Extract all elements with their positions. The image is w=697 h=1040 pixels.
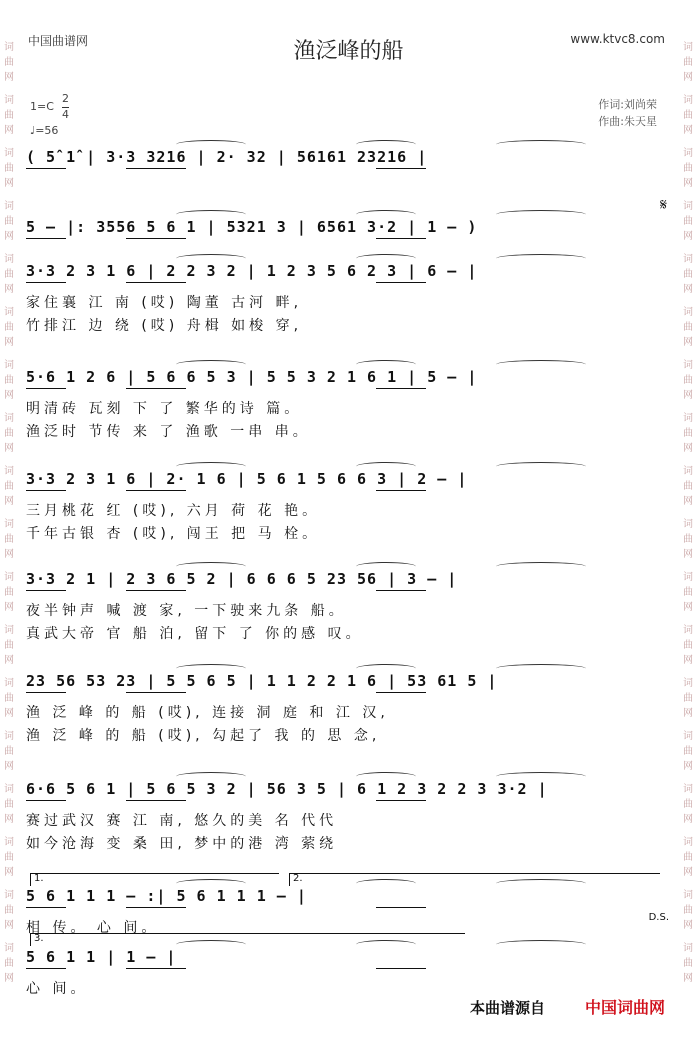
time-signature-top: 2 bbox=[62, 92, 69, 105]
slur bbox=[176, 254, 246, 263]
notation-line: 3·3 2 3 1 6 | 2· 1 6 | 5 6 1 5 6 6 3 | 2 – | bbox=[26, 470, 468, 488]
watermark-text: 词 曲 网 bbox=[683, 784, 693, 825]
beam-underline bbox=[376, 692, 426, 693]
slur bbox=[176, 462, 246, 471]
watermark-text: 词 曲 网 bbox=[4, 307, 14, 348]
watermark-text: 词 曲 网 bbox=[4, 572, 14, 613]
watermark-text: 词 曲 网 bbox=[4, 519, 14, 560]
beam-underline bbox=[376, 800, 426, 801]
dal-segno-marking: D.S. bbox=[648, 912, 669, 923]
beam-underline bbox=[26, 168, 66, 169]
song-title: 渔泛峰的船 bbox=[293, 39, 404, 64]
slur bbox=[176, 360, 246, 369]
watermark-text: 词 曲 网 bbox=[683, 360, 693, 401]
beam-underline bbox=[126, 490, 186, 491]
beam-underline bbox=[126, 692, 186, 693]
volta-first bbox=[30, 873, 279, 886]
slur bbox=[356, 210, 416, 219]
watermark-text: 词 曲 网 bbox=[4, 890, 14, 931]
lyrics-verse-2: 渔 泛 峰 的 船 (哎), 勾起了 我 的 思 念, bbox=[26, 728, 381, 744]
lyrics-verse-1: 夜半钟声 喊 渡 家, 一下驶来九条 船。 bbox=[26, 603, 347, 619]
beam-underline bbox=[26, 490, 66, 491]
beam-underline bbox=[376, 590, 426, 591]
lyricist-credit: 作词:刘尚荣 bbox=[598, 98, 657, 111]
notation-line: ( 5̂ 1̂ | 3·3 3216 | 2· 32 | 56161 23216 | bbox=[26, 148, 428, 166]
watermark-text: 词 曲 网 bbox=[683, 943, 693, 984]
slur bbox=[356, 140, 416, 149]
tempo-marking: ♩=56 bbox=[30, 124, 59, 137]
watermark-text: 词 曲 网 bbox=[683, 42, 693, 83]
time-signature-bottom: 4 bbox=[62, 108, 69, 121]
watermark-text: 词 曲 网 bbox=[4, 625, 14, 666]
watermark-text: 词 曲 网 bbox=[683, 678, 693, 719]
slur bbox=[356, 562, 416, 571]
watermark-text: 词 曲 网 bbox=[683, 890, 693, 931]
notation-line: 6·6 5 6 1 | 5 6 5 3 2 | 56 3 5 | 6 1 2 3 2 2 3 3·2 | bbox=[26, 780, 548, 798]
watermark-text: 词 曲 网 bbox=[4, 943, 14, 984]
watermark-text: 词 曲 网 bbox=[4, 42, 14, 83]
watermark-text: 词 曲 网 bbox=[683, 95, 693, 136]
slur bbox=[176, 140, 246, 149]
watermark-text: 词 曲 网 bbox=[683, 254, 693, 295]
beam-underline bbox=[126, 800, 186, 801]
beam-underline bbox=[126, 968, 186, 969]
lyrics-verse-1: 相 传。 心 间。 bbox=[26, 920, 160, 936]
watermark-text: 词 曲 网 bbox=[4, 837, 14, 878]
beam-underline bbox=[376, 490, 426, 491]
notation-line: 5 – |: 3556 5 6 1 | 5321 3 | 6561 3·2 | 1 – ) bbox=[26, 218, 478, 236]
volta-third-number: 3. bbox=[34, 933, 44, 944]
watermark-column-right bbox=[681, 40, 695, 994]
watermark-text: 词 曲 网 bbox=[4, 784, 14, 825]
beam-underline bbox=[376, 238, 426, 239]
watermark-text: 词 曲 网 bbox=[4, 148, 14, 189]
slur bbox=[176, 562, 246, 571]
lyrics-verse-2: 竹排江 边 绕 (哎) 舟楫 如梭 穿, bbox=[26, 318, 303, 334]
lyrics-verse-2: 千年古银 杏 (哎), 闯王 把 马 栓。 bbox=[26, 526, 321, 542]
beam-underline bbox=[26, 907, 66, 908]
beam-underline bbox=[376, 907, 426, 908]
watermark-text: 词 曲 网 bbox=[683, 519, 693, 560]
slur bbox=[176, 664, 246, 673]
beam-underline bbox=[26, 968, 66, 969]
beam-underline bbox=[26, 800, 66, 801]
key-signature: 1=C bbox=[30, 100, 54, 113]
lyrics-verse-1: 心 间。 bbox=[26, 981, 89, 997]
notation-line: 23 56 53 23 | 5 5 6 5 | 1 1 2 2 1 6 | 53 61 5 | bbox=[26, 672, 498, 690]
watermark-text: 词 曲 网 bbox=[683, 466, 693, 507]
beam-underline bbox=[126, 238, 186, 239]
lyrics-verse-2: 渔泛时 节传 来 了 渔歌 一串 串。 bbox=[26, 424, 311, 440]
beam-underline bbox=[376, 388, 426, 389]
segno-icon: 𝄋 bbox=[660, 195, 667, 214]
slur bbox=[496, 664, 586, 673]
slur bbox=[176, 210, 246, 219]
slur bbox=[176, 772, 246, 781]
beam-underline bbox=[26, 590, 66, 591]
composer-credit: 作曲:朱天星 bbox=[598, 115, 657, 128]
beam-underline bbox=[26, 282, 66, 283]
beam-underline bbox=[126, 168, 186, 169]
site-watermark-left: 中国曲谱网 bbox=[28, 34, 89, 48]
watermark-text: 词 曲 网 bbox=[683, 148, 693, 189]
beam-underline bbox=[376, 282, 426, 283]
watermark-text: 词 曲 网 bbox=[4, 413, 14, 454]
watermark-column-left bbox=[2, 40, 16, 994]
watermark-text: 词 曲 网 bbox=[683, 731, 693, 772]
volta-third bbox=[30, 933, 465, 946]
slur bbox=[496, 772, 586, 781]
lyrics-verse-1: 明清砖 瓦刻 下 了 繁华的诗 篇。 bbox=[26, 401, 303, 417]
watermark-text: 词 曲 网 bbox=[683, 625, 693, 666]
volta-second bbox=[289, 873, 660, 886]
lyrics-verse-2: 如今沧海 变 桑 田, 梦中的港 湾 萦绕 bbox=[26, 836, 338, 852]
watermark-text: 词 曲 网 bbox=[683, 837, 693, 878]
source-label: 本曲谱源自 bbox=[469, 999, 545, 1017]
lyrics-verse-1: 家住襄 江 南 (哎) 陶董 古河 畔, bbox=[26, 295, 303, 311]
notation-line: 5 6 1 1 1 – :| 5 6 1 1 1 – | bbox=[26, 887, 307, 905]
lyrics-verse-2: 真武大帝 官 船 泊, 留下 了 你的感 叹。 bbox=[26, 626, 364, 642]
volta-second-number: 2. bbox=[293, 873, 303, 884]
slur bbox=[356, 360, 416, 369]
slur bbox=[496, 210, 586, 219]
watermark-text: 词 曲 网 bbox=[4, 254, 14, 295]
beam-underline bbox=[26, 238, 66, 239]
lyrics-verse-1: 三月桃花 红 (哎), 六月 荷 花 艳。 bbox=[26, 503, 321, 519]
watermark-text: 词 曲 网 bbox=[4, 360, 14, 401]
slur bbox=[356, 462, 416, 471]
volta-first-number: 1. bbox=[34, 873, 44, 884]
slur bbox=[496, 562, 586, 571]
notation-line: 5·6 1 2 6 | 5 6 6 5 3 | 5 5 3 2 1 6 1 | 5 – | bbox=[26, 368, 478, 386]
watermark-text: 词 曲 网 bbox=[4, 678, 14, 719]
watermark-text: 词 曲 网 bbox=[683, 307, 693, 348]
source-site-link[interactable]: 中国词曲网 bbox=[584, 998, 665, 1017]
beam-underline bbox=[376, 168, 426, 169]
notation-line: 3·3 2 1 | 2 3 6 5 2 | 6 6 6 5 23 56 | 3 – | bbox=[26, 570, 458, 588]
beam-underline bbox=[126, 590, 186, 591]
slur bbox=[356, 772, 416, 781]
slur bbox=[496, 140, 586, 149]
notation-line: 5 6 1 1 | 1 – | bbox=[26, 948, 177, 966]
beam-underline bbox=[126, 907, 186, 908]
lyrics-verse-1: 赛过武汉 赛 江 南, 悠久的美 名 代代 bbox=[26, 813, 338, 829]
notation-line: 3·3 2 3 1 6 | 2 2 3 2 | 1 2 3 5 6 2 3 | 6 – | bbox=[26, 262, 478, 280]
site-watermark-right: www.ktvc8.com bbox=[570, 32, 665, 46]
slur bbox=[356, 664, 416, 673]
watermark-text: 词 曲 网 bbox=[683, 413, 693, 454]
beam-underline bbox=[126, 282, 186, 283]
slur bbox=[496, 254, 586, 263]
beam-underline bbox=[126, 388, 186, 389]
slur bbox=[496, 462, 586, 471]
watermark-text: 词 曲 网 bbox=[683, 201, 693, 242]
watermark-text: 词 曲 网 bbox=[4, 731, 14, 772]
watermark-text: 词 曲 网 bbox=[4, 466, 14, 507]
beam-underline bbox=[376, 968, 426, 969]
beam-underline bbox=[26, 692, 66, 693]
watermark-text: 词 曲 网 bbox=[4, 201, 14, 242]
slur bbox=[496, 360, 586, 369]
watermark-text: 词 曲 网 bbox=[683, 572, 693, 613]
slur bbox=[496, 940, 586, 949]
slur bbox=[356, 254, 416, 263]
watermark-text: 词 曲 网 bbox=[4, 95, 14, 136]
beam-underline bbox=[26, 388, 66, 389]
lyrics-verse-1: 渔 泛 峰 的 船 (哎), 连接 洞 庭 和 江 汉, bbox=[26, 705, 389, 721]
